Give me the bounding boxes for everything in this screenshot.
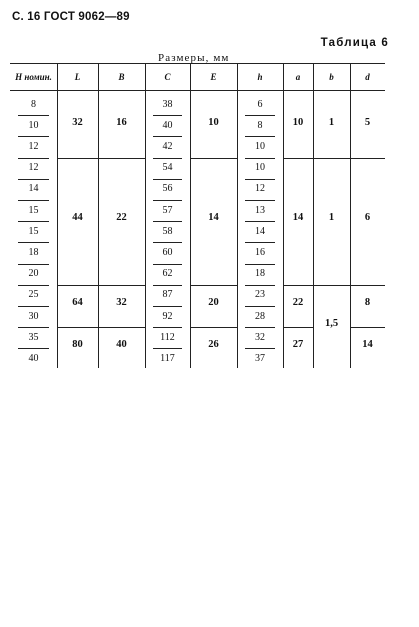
cell-c: 57	[162, 204, 173, 216]
cell-l-group: 44	[72, 212, 83, 224]
cell-c: 38	[162, 98, 173, 110]
cell-h: 18	[255, 268, 265, 280]
row-rule	[18, 200, 49, 201]
row-rule	[245, 136, 275, 137]
row-rule	[153, 221, 182, 222]
group-rule	[57, 327, 98, 328]
row-rule	[18, 115, 49, 116]
column-header-l: L	[74, 72, 81, 82]
cell-h: 14	[28, 183, 39, 195]
group-rule	[283, 285, 313, 286]
row-rule	[245, 285, 275, 286]
cell-h: 25	[28, 289, 39, 301]
group-rule	[190, 327, 237, 328]
row-rule	[245, 200, 275, 201]
column-header-c: C	[164, 72, 171, 82]
cell-h: 30	[28, 310, 39, 322]
row-rule	[153, 285, 182, 286]
row-rule	[153, 179, 182, 180]
cell-h: 15	[28, 204, 39, 216]
row-rule	[245, 264, 275, 265]
cell-c: 62	[162, 268, 173, 280]
row-rule	[153, 264, 182, 265]
row-rule	[245, 348, 275, 349]
row-rule	[153, 306, 182, 307]
row-rule	[18, 306, 49, 307]
cell-l-group: 80	[72, 339, 83, 351]
cell-c: 60	[162, 247, 173, 258]
cell-b-group: 1	[328, 212, 335, 224]
cell-c: 117	[160, 353, 175, 364]
group-rule	[313, 285, 350, 286]
row-rule	[18, 242, 49, 243]
cell-b-group: 16	[116, 116, 127, 128]
cell-h: 23	[255, 289, 265, 301]
group-rule	[350, 158, 385, 159]
cell-e-group: 10	[208, 116, 219, 128]
cell-h: 10	[28, 119, 39, 131]
cell-h: 14	[255, 225, 265, 237]
cell-b-group: 1,5	[324, 318, 339, 330]
cell-b-group: 40	[116, 339, 127, 351]
row-rule	[153, 158, 182, 159]
column-header-d: d	[365, 72, 370, 82]
cell-h: 37	[255, 353, 265, 364]
group-rule	[57, 158, 98, 159]
cell-d-group: 8	[364, 297, 371, 308]
cell-b-group: 1	[328, 116, 335, 128]
header-top-rule	[10, 63, 385, 64]
column-header-e: E	[210, 72, 217, 82]
cell-c: 42	[162, 141, 173, 152]
row-rule	[18, 348, 49, 349]
row-rule	[153, 136, 182, 137]
group-rule	[350, 285, 385, 286]
cell-h: 35	[28, 331, 39, 343]
cell-c: 40	[162, 119, 173, 131]
row-rule	[245, 115, 275, 116]
row-rule	[18, 179, 49, 180]
cell-h: 20	[28, 268, 39, 280]
cell-h: 15	[28, 225, 39, 237]
units-label: Размеры, мм	[158, 52, 230, 64]
cell-b-group: 32	[116, 297, 127, 308]
cell-h: 8	[257, 119, 263, 131]
row-rule	[18, 327, 49, 328]
column-header-b: b	[329, 72, 334, 82]
cell-h: 32	[255, 331, 265, 343]
row-rule	[18, 136, 49, 137]
column-header-b: B	[118, 72, 125, 82]
cell-h: 16	[255, 247, 265, 258]
cell-h: 8	[31, 98, 36, 110]
row-rule	[245, 179, 275, 180]
group-rule	[57, 285, 98, 286]
cell-h: 12	[255, 183, 265, 195]
cell-d-group: 5	[364, 116, 371, 128]
cell-c: 112	[160, 331, 175, 343]
cell-a-group: 14	[292, 212, 304, 224]
cell-h: 13	[255, 204, 265, 216]
cell-d-group: 14	[362, 339, 373, 351]
group-rule	[283, 158, 313, 159]
cell-h: 6	[257, 98, 263, 110]
cell-h: 10	[255, 141, 265, 152]
cell-l-group: 32	[72, 116, 83, 128]
group-rule	[283, 327, 313, 328]
group-rule	[98, 327, 145, 328]
column-header-a: a	[295, 72, 301, 82]
cell-a-group: 22	[292, 297, 304, 308]
dimensions-table	[10, 63, 385, 381]
group-rule	[313, 158, 350, 159]
cell-e-group: 26	[208, 339, 219, 351]
cell-c: 54	[162, 162, 173, 174]
cell-h: 12	[28, 162, 39, 174]
row-rule	[245, 242, 275, 243]
cell-c: 92	[162, 310, 173, 322]
cell-c: 56	[162, 183, 173, 195]
group-rule	[98, 158, 145, 159]
group-rule	[190, 158, 237, 159]
cell-c: 87	[162, 289, 173, 301]
header-bottom-rule	[10, 90, 385, 91]
row-rule	[245, 158, 275, 159]
row-rule	[18, 221, 49, 222]
row-rule	[245, 327, 275, 328]
table-label: Таблица 6	[320, 37, 389, 49]
cell-b-group: 22	[116, 212, 127, 224]
cell-h: 28	[255, 310, 265, 322]
cell-h: 40	[28, 353, 39, 364]
cell-h: 12	[28, 141, 39, 152]
row-rule	[153, 242, 182, 243]
group-rule	[350, 327, 385, 328]
row-rule	[18, 158, 49, 159]
group-rule	[190, 285, 237, 286]
row-rule	[245, 306, 275, 307]
row-rule	[153, 200, 182, 201]
row-rule	[245, 221, 275, 222]
cell-e-group: 14	[208, 212, 219, 224]
cell-e-group: 20	[208, 297, 219, 308]
cell-h: 10	[255, 162, 265, 174]
cell-a-group: 27	[292, 339, 304, 351]
cell-c: 58	[162, 225, 173, 237]
row-rule	[153, 327, 182, 328]
row-rule	[153, 348, 182, 349]
column-header-h: h	[257, 72, 263, 82]
cell-a-group: 10	[292, 116, 304, 128]
group-rule	[98, 285, 145, 286]
cell-l-group: 64	[72, 297, 83, 308]
row-rule	[153, 115, 182, 116]
column-header-h: H номин.	[15, 72, 52, 82]
cell-d-group: 6	[364, 212, 371, 224]
cell-h: 18	[28, 247, 39, 258]
row-rule	[18, 264, 49, 265]
row-rule	[18, 285, 49, 286]
page-header: С. 16 ГОСТ 9062—89	[12, 11, 130, 23]
